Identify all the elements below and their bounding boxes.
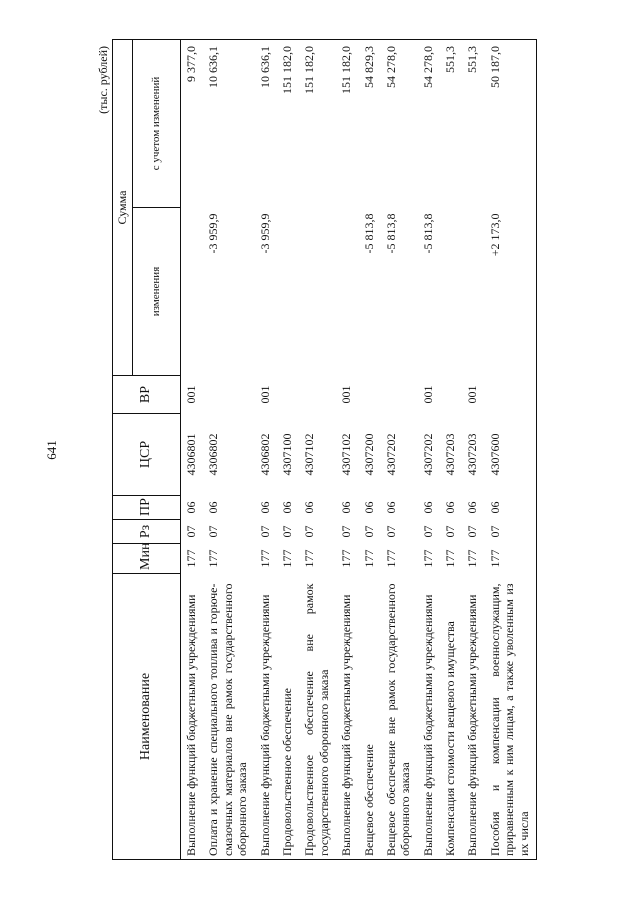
row-rz: 07 xyxy=(184,525,198,538)
row-csr: 4307203 xyxy=(465,433,480,476)
table-row xyxy=(462,39,484,859)
row-name: Выполнение функций бюджетными учреждениями xyxy=(336,574,358,860)
row-pr: 06 xyxy=(184,501,198,514)
row-vr xyxy=(359,376,381,414)
row-rz: 07 xyxy=(257,525,272,538)
row-vr xyxy=(485,376,537,414)
row-vr xyxy=(277,376,299,414)
row-change: -3 959,9 xyxy=(206,213,221,254)
row-total: 54 278,0 xyxy=(381,39,418,207)
row-pr: 06 xyxy=(279,501,294,514)
row-min: 177 xyxy=(361,549,376,568)
row-rz: 07 xyxy=(465,525,480,538)
row-min: 177 xyxy=(339,549,354,568)
rotated-table-block xyxy=(96,40,616,860)
header-changes: изменения xyxy=(133,208,181,376)
row-total: 50 187,0 xyxy=(485,39,537,207)
table-row xyxy=(299,39,336,859)
row-change: -5 813,8 xyxy=(420,213,435,254)
row-min: 177 xyxy=(279,549,294,568)
row-change: -5 813,8 xyxy=(361,213,376,254)
row-change xyxy=(440,208,462,376)
table-row xyxy=(203,39,254,859)
header-sum: Сумма xyxy=(113,39,133,375)
row-total: 151 182,0 xyxy=(299,39,336,207)
row-total: 9 377,0 xyxy=(181,39,204,207)
row-pr: 06 xyxy=(420,501,435,514)
row-rz: 07 xyxy=(443,525,458,538)
row-csr: 4307102 xyxy=(302,433,317,476)
row-rz: 07 xyxy=(361,525,376,538)
table-row xyxy=(255,39,277,859)
row-rz: 07 xyxy=(383,525,398,538)
row-change xyxy=(336,208,358,376)
row-total: 10 636,1 xyxy=(203,39,254,207)
row-pr: 06 xyxy=(465,501,480,514)
row-csr: 4307200 xyxy=(361,433,376,476)
row-total: 10 636,1 xyxy=(255,39,277,207)
row-csr: 4307102 xyxy=(339,433,354,476)
row-min: 177 xyxy=(302,549,317,568)
row-min: 177 xyxy=(383,549,398,568)
row-csr: 4307202 xyxy=(383,433,398,476)
header-with-changes: с учетом изменений xyxy=(133,39,181,207)
header-csr: ЦСР xyxy=(113,414,181,496)
row-csr: 4307100 xyxy=(279,433,294,476)
units-note: (тыс. рублей) xyxy=(96,46,110,114)
table-row xyxy=(277,39,299,859)
row-rz: 07 xyxy=(302,525,317,538)
header-name: Наименование xyxy=(113,574,181,860)
row-name: Продовольственное обеспечение вне рамок государственного оборонного заказа xyxy=(299,574,336,860)
row-change xyxy=(277,208,299,376)
row-vr: 001 xyxy=(465,385,480,404)
row-name: Выполнение функций бюджетными учреждениями xyxy=(255,574,277,860)
row-name: Пособия и компенсации военнослужащим, приравненным к ним лицам, а также уволенным из их числа xyxy=(485,574,537,860)
row-total: 54 278,0 xyxy=(418,39,440,207)
row-rz: 07 xyxy=(279,525,294,538)
row-csr: 4306802 xyxy=(257,433,272,476)
row-vr: 001 xyxy=(257,385,272,404)
row-csr: 4307600 xyxy=(485,414,537,496)
row-pr: 06 xyxy=(302,501,317,514)
row-csr: 4306802 xyxy=(206,433,221,476)
row-vr: 001 xyxy=(184,385,198,404)
row-rz: 07 xyxy=(420,525,435,538)
row-vr: 001 xyxy=(420,385,435,404)
row-csr: 4307203 xyxy=(443,433,458,476)
row-change xyxy=(299,208,336,376)
table-row xyxy=(359,39,381,859)
table-row xyxy=(418,39,440,859)
row-total: 551,3 xyxy=(440,39,462,207)
row-min: 177 xyxy=(443,549,458,568)
row-vr xyxy=(203,376,254,414)
row-name: Оплата и хранение специального топлива и горюче-смазочных материалов вне рамок государственного оборонного заказа xyxy=(203,574,254,860)
row-change: +2 173,0 xyxy=(485,208,537,376)
header-min: Мин xyxy=(113,544,181,574)
row-vr xyxy=(440,376,462,414)
row-min: 177 xyxy=(257,549,272,568)
row-csr: 4306801 xyxy=(184,433,198,476)
table-row xyxy=(485,39,537,859)
table-row xyxy=(440,39,462,859)
header-vr: ВР xyxy=(113,376,181,414)
row-pr: 06 xyxy=(361,501,376,514)
row-pr: 06 xyxy=(206,501,221,514)
row-min: 177 xyxy=(420,549,435,568)
row-name: Выполнение функций бюджетными учреждениями xyxy=(418,574,440,860)
row-pr: 06 xyxy=(257,501,272,514)
header-pr: ПР xyxy=(113,496,181,520)
row-vr xyxy=(381,376,418,414)
row-vr xyxy=(299,376,336,414)
row-name: Компенсация стоимости вещевого имущества xyxy=(440,574,462,860)
row-total: 551,3 xyxy=(462,39,484,207)
row-csr: 4307202 xyxy=(420,433,435,476)
row-pr: 06 xyxy=(339,501,354,514)
row-total: 151 182,0 xyxy=(277,39,299,207)
row-total: 151 182,0 xyxy=(336,39,358,207)
table-row xyxy=(181,39,204,859)
row-rz: 07 xyxy=(206,525,221,538)
row-rz: 07 xyxy=(339,525,354,538)
row-change: -3 959,9 xyxy=(257,213,272,254)
row-vr: 001 xyxy=(339,385,354,404)
row-pr: 06 xyxy=(443,501,458,514)
budget-table xyxy=(112,39,537,860)
page-number: 641 xyxy=(44,440,59,460)
row-total: 54 829,3 xyxy=(359,39,381,207)
header-rz: Рз xyxy=(113,520,181,544)
row-rz: 07 xyxy=(485,520,537,544)
row-change: -5 813,8 xyxy=(383,213,398,254)
row-change xyxy=(462,208,484,376)
row-pr: 06 xyxy=(485,496,537,520)
row-name: Продовольственное обеспечение xyxy=(277,574,299,860)
row-min: 177 xyxy=(206,549,221,568)
row-name: Вещевое обеспечение вне рамок государственного оборонного заказа xyxy=(381,574,418,860)
row-name: Выполнение функций бюджетными учреждениями xyxy=(181,574,204,860)
table-row xyxy=(381,39,418,859)
row-min: 177 xyxy=(465,549,480,568)
row-name: Вещевое обеспечение xyxy=(359,574,381,860)
row-min: 177 xyxy=(485,544,537,574)
row-change xyxy=(181,208,204,376)
table-row xyxy=(336,39,358,859)
row-name: Выполнение функций бюджетными учреждениями xyxy=(462,574,484,860)
row-pr: 06 xyxy=(383,501,398,514)
row-min: 177 xyxy=(184,549,198,568)
